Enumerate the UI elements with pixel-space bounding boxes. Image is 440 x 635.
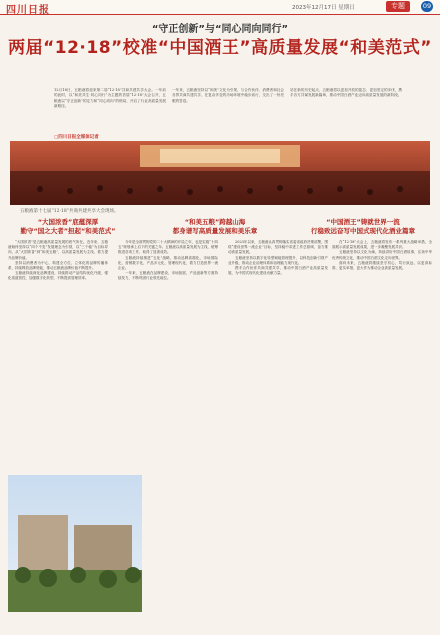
body-paragraph: 今年是全面贯彻党的二十大精神的开局之年，也是实施“十四五”规划承上启下的关键之年。五粮液以高质量发展为主线，统筹推进各项工作，取得了显著成效。 [118,240,218,255]
event-photo [10,141,430,205]
body-paragraph: 面向未来，五粮液将继续坚守初心，笃行致远，以更高标准、更实举措、更大作为推动企业高质量发展。 [332,260,432,271]
lead-paragraph-1: 12月18日，五粮液将迎来第二届“12·18”共商共建共享大会。一年前的此时，以“和美共生·同心同行”为主题的首届“12·18”大会召开，五粮液以“守正创新”的定力和“同心同向”的格局，开启了行业高质量发展新路径。 [54,88,166,109]
section-tag: 专题 [386,1,410,12]
body-paragraph: 坚持以消费者为中心，构建全方位、立体化的品牌传播体系，持续释放品牌势能，推动五粮液品牌价值不断提升。 [8,260,108,271]
subheading-3: “中国酒王”铸就世界一流 行稳致远奋写中国式现代化酒业篇章 [311,218,415,235]
body-paragraph: 一年来，五粮液在品牌建设、市场拓展、产品创新等方面持续发力，不断巩固行业领先地位。 [118,271,218,281]
headline-kicker: “守正创新”与“同心同向同行” [151,24,289,35]
body-paragraph: 在“12·18”大会上，五粮液将发布一系列重大战略举措，全面展示高质量发展成果，进一步凝聚发展共识。 [332,240,432,250]
page-number: 09 [422,2,432,10]
newspaper-name: 四川日报 [6,5,50,16]
body-paragraph: 2023年以来，五粮液认真贯彻落实省委省政府决策部署，围绕“建设世界一流企业”目标，坚持稳中求进工作总基调，奋力推动高质量发展。 [228,240,328,255]
body-paragraph: 五粮液持续推进“五化”战略，推动品牌高端化、市场国际化、营销数字化、产品多元化、管理现代化，着力打造世界一流企业。 [118,255,218,271]
headline-title: 两届“12·18”校准“中国酒王”高质量发展“和美范式” [8,38,432,58]
photo-caption: 五粮液第十七届“12·18”共商共建共享大会现场。 [20,209,119,214]
body-column-3 [228,240,328,560]
lead-paragraph-3: 站在新的历史起点，五粮液将以更加开放的姿态、更加坚定的步伐，携手各方共谋发展新篇章，推动中国白酒产业迈向高质量发展的新阶段。 [290,88,402,98]
body-paragraph: 携手合作伙伴共商共建共享，推动中国白酒产业高质量发展，为中国式现代化建设贡献力量。 [228,266,328,276]
body-column-4 [332,240,432,560]
campus-photo [8,475,142,612]
subheading-1: “大国浓香”底蕴深厚 勤守“国之大者”担起“和美范式” [20,218,116,235]
body-paragraph: “大国浓香”是五粮液高质量发展的底气所在。近年来，五粮液始终坚持以“四个不变”发展理念为引领，以“三个稳”为目标导向，从“大国浓香”到“和美五粮”，以高质量发展为主线，着力提升品牌价值。 [8,240,108,260]
lead-paragraph-2: 一年来，五粮液坚持以“和美”文化为引领，与合作伙伴、消费者和社会各界共商共建共享，在复杂多变的市场环境中稳步前行，交出了一份亮眼的答卷。 [172,88,284,103]
subheading-2: “和美五粮”跨越山海 都身谱写高质量发展和美乐章 [172,218,258,235]
body-paragraph: 五粮液坚持以文化为魂，持续讲好中国白酒故事，弘扬中华优秀传统文化，推动中国白酒文化走向世界。 [332,250,432,260]
body-paragraph: 五粮液持续深化品牌建设，持续推动产品结构优化升级，强化渠道管控，加强数字化转型，不断提高管理效率。 [8,271,108,281]
masthead [0,0,440,15]
body-paragraph: 五粮液坚持以数字化转型赋能管理提升，以科技创新引领产业升级，推动企业治理体系和治理能力现代化。 [228,255,328,265]
publication-date: 2023年12月17日 星期日 [292,5,355,11]
byline: □四川日报全媒体记者 [54,135,99,140]
